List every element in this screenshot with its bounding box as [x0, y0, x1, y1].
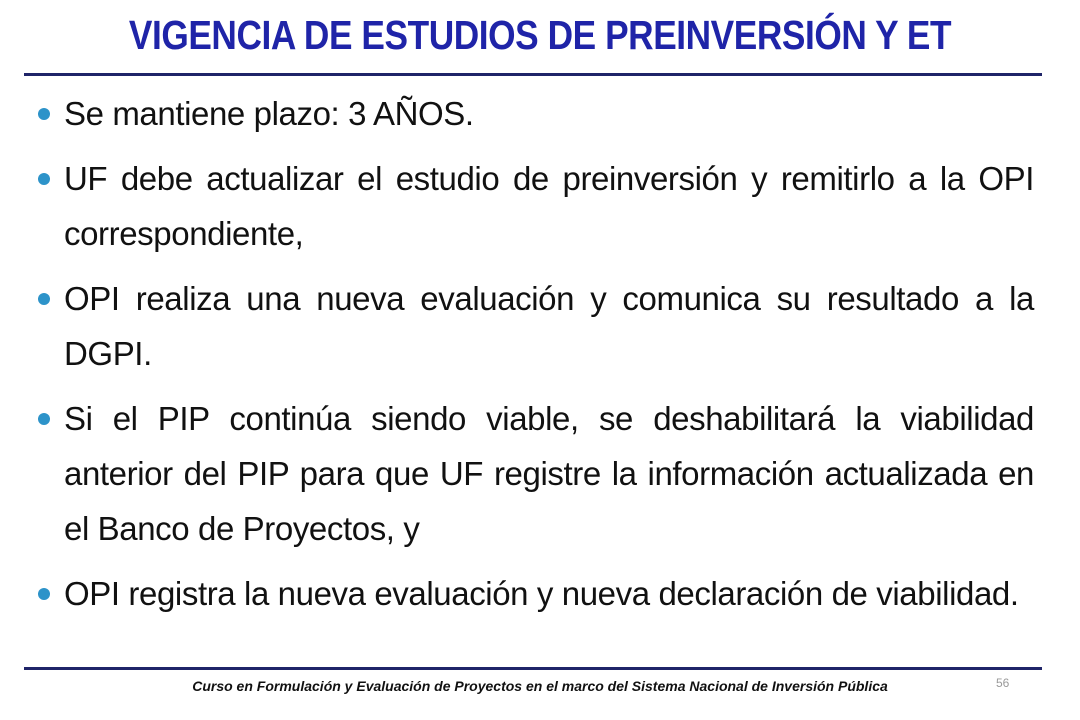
slide-title: VIGENCIA DE ESTUDIOS DE PREINVERSIÓN Y ET	[128, 12, 952, 58]
bullet-dot-icon	[38, 293, 50, 305]
bullet-text: OPI registra la nueva evaluación y nueva declaración de viabilidad.	[64, 575, 1019, 612]
bullet-text: OPI realiza una nueva evaluación y comunica su resultado a la DGPI.	[64, 280, 1034, 372]
bullet-text: Se mantiene plazo: 3 AÑOS.	[64, 95, 474, 132]
bullet-dot-icon	[38, 108, 50, 120]
page-number: 56	[996, 676, 1010, 690]
bullet-item	[38, 566, 1034, 621]
bullet-dot-icon	[38, 588, 50, 600]
bullet-text: UF debe actualizar el estudio de preinversión y remitirlo a la OPI correspondiente,	[64, 160, 1034, 252]
bullet-item	[38, 271, 1034, 381]
bullet-list	[38, 86, 1034, 631]
footer-text: Curso en Formulación y Evaluación de Proyectos en el marco del Sistema Nacional de Inversión Pública	[192, 678, 888, 694]
bullet-item	[38, 86, 1034, 141]
bullet-text: Si el PIP continúa siendo viable, se deshabilitará la viabilidad anterior del PIP para que UF registre la información actualizada en el Banco de Proyectos, y	[64, 400, 1034, 547]
bullet-item	[38, 391, 1034, 556]
bullet-item	[38, 151, 1034, 261]
footer-divider	[24, 667, 1042, 670]
title-divider	[24, 73, 1042, 76]
bullet-dot-icon	[38, 173, 50, 185]
bullet-dot-icon	[38, 413, 50, 425]
